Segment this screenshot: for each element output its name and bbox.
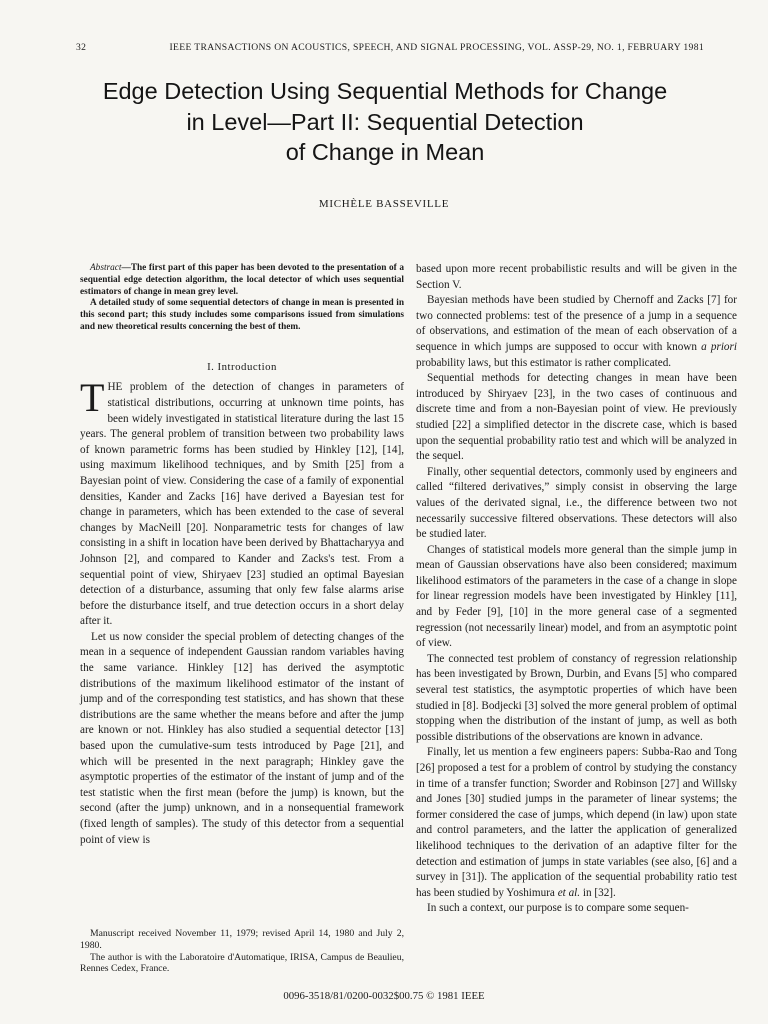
abstract-paragraph-2: A detailed study of some sequential detectors of change in mean is presented in this second part; this study includes some comparisons issued from simulations and new theoretical results concerning the best of them. [80, 298, 404, 332]
journal-name: IEEE TRANSACTIONS ON ACOUSTICS, SPEECH, AND SIGNAL PROCESSING, VOL. ASSP-29, NO. 1, FEBRUARY 1981 [169, 42, 704, 53]
intro-paragraph-2: Let us now consider the special problem of detecting changes of the mean in a sequence of independent Gaussian random variables having the same variance. Hinkley [12] has derived the asymptotic distributions of the maximum likelihood estimator of the instant of jump and of the corresponding test statistics, and has shown that these distributions are the same whether the means before and after the jump are known or not. Hinkley has also studied a sequential detector [13] based upon the cumulative-sum tests introduced by Page [21], and which will be presented in the next paragraph; Hinkley gave the asymptotic properties of the estimator of the instant of jump and of the test statistic when the first mean (before the jump) is known, but the second (after the jump) unknown, and in a nonsequential framework (fixed length of samples). The study of this detector from a sequential point of view is [80, 630, 404, 846]
right-paragraph-6-text-b: in [32]. [580, 886, 616, 899]
title-line-2: in Level—Part II: Sequential Detection [186, 108, 584, 135]
italic-a-priori: a priori [701, 340, 737, 353]
right-paragraph-0: based upon more recent probabilistic results and will be given in the Section V. [416, 263, 737, 291]
abstract-label: Abstract [90, 263, 122, 273]
right-paragraph-7: In such a context, our purpose is to compare some sequen- [427, 902, 689, 915]
footnote-manuscript: Manuscript received November 11, 1979; revised April 14, 1980 and July 2, 1980. [80, 928, 404, 951]
drop-cap: T [80, 375, 105, 421]
abstract-paragraph-1: —The first part of this paper has been devoted to the presentation of a sequential edge detection algorithm, the local detector of which uses sequential estimators of change in mean grey level. [80, 263, 404, 297]
intro-paragraph-1 [80, 375, 404, 630]
right-paragraph-1-text-b: probability laws, but this estimator is rather complicated. [416, 356, 672, 369]
intro-paragraph-1-text: HE problem of the detection of changes in parameters of statistical distributions, occurring at unknown time points, has been widely investigated in statistical literature during the last 15 years. The general problem of transition between two probability laws of known parametric forms has been studied by Hinkley [12], [14], using maximum likelihood techniques, and by Smith [25] from a Bayesian point of view. Considering the case of a family of exponential densities, Kander and Zacks [16] have derived a Bayesian test for change in parameters, which has been extended to the case of several changes by MacNeill [20]. Nonparametric tests for changes of law consisting in a shift in location have been derived by Bhattacharyya and Johnson [2], and compared to Kander and Zacks's test. From a sequential point of view, Shiryaev [23] studied an optimal Bayesian detection of a disturbance, assuming that only few false alarms arise before the disturbance itself, and true detection occurs in a short delay after it. [80, 381, 404, 628]
right-paragraph-3: Finally, other sequential detectors, commonly used by engineers and called “filtered derivatives,” simply consist in observing the large values of the derivated signal, i.e., the difference between two not necessarily successive filtered observations. These detectors will also be studied later. [416, 465, 737, 541]
right-paragraph-5: The connected test problem of constancy of regression relationship has been investigated by Brown, Durbin, and Evans [5] who compared several test statistics, the asymptotic properties of which have been studied in [8]. Bodjecki [3] solved the more general problem of optimal stopping when the distribution of the instant of jump, as well as both possible distributions of the observations are known in advance. [416, 652, 737, 743]
title-line-1: Edge Detection Using Sequential Methods for Change [102, 78, 668, 104]
right-paragraph-2: Sequential methods for detecting changes in mean have been introduced by Shiryaev [23], in the two cases of continuous and discrete time and from a non-Bayesian point of view. He previously studied [22] a simplified detector in the discrete case, which is based upon the sequential probability ratio test and which will be analyzed in the sequel. [416, 372, 737, 463]
right-paragraph-6-text-a: Finally, let us mention a few engineers papers: Subba-Rao and Tong [26] proposed a test for a problem of control by studying the constancy in time of a transfer function; Sworder and Robinson [27] and Willsky and Jones [30] studied jumps in the parameter of linear systems; the former considered the case of jumps, which depend (in law) upon state and control parameters, and the latter the application of generalized likelihood techniques to the derivation of an adaptive filter for the detection and estimation of jumps in state variables (see also, [6] and a survey in [31]). The application of the sequential probability ratio test has been studied by Yoshimura [416, 746, 737, 899]
paper-title [60, 76, 710, 168]
copyright-footer: 0096-3518/81/0200-0032$00.75 © 1981 IEEE [283, 990, 485, 1002]
author-name: MICHÈLE BASSEVILLE [318, 198, 450, 210]
footnote [80, 928, 404, 975]
right-paragraph-1-text-a: Bayesian methods have been studied by Chernoff and Zacks [7] for two connected problems: test of the presence of a jump in a sequence of observations, and estimation of the mean of each observation of a sequence in which jumps are supposed to occur with known [416, 294, 737, 353]
italic-et-al: et al. [557, 886, 581, 899]
footnote-affiliation: The author is with the Laboratoire d'Automatique, IRISA, Campus de Beaulieu, Rennes Cedex, France. [80, 951, 404, 975]
right-paragraph-4: Changes of statistical models more general than the simple jump in mean of Gaussian observations have also been considered; maximum likelihood estimators of the parameters in the case of a change in slope for linear regression models have been investigated by Hinkley [11], and by Feder [9], [10] in the more general case of a segmented regression (not necessarily linear) model, and from an asymptotic point of view. [416, 543, 737, 650]
running-header [76, 42, 704, 56]
section-heading: I. Introduction [207, 360, 277, 373]
abstract [80, 263, 404, 334]
right-column [416, 262, 737, 917]
page-number: 32 [76, 42, 87, 53]
left-column [80, 263, 404, 848]
title-line-3: of Change in Mean [285, 139, 485, 165]
right-paragraph-6 [416, 745, 737, 901]
right-paragraph-1 [416, 293, 737, 371]
